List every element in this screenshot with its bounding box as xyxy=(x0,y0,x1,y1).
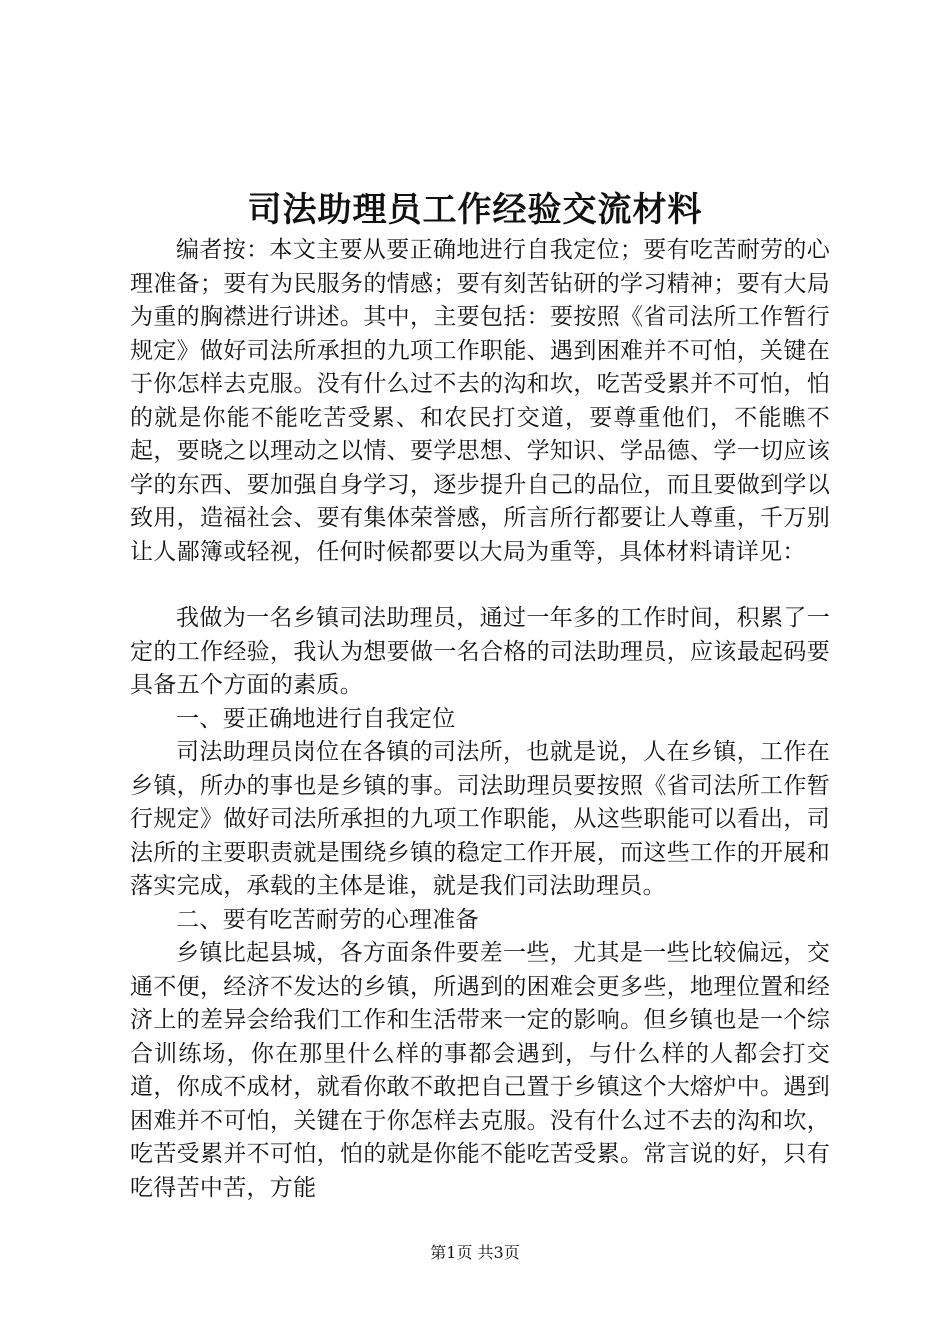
intro-paragraph: 我做为一名乡镇司法助理员，通过一年多的工作时间，积累了一定的工作经验，我认为想要做一名合格的司法助理员，应该最起码要具备五个方面的素质。 xyxy=(130,605,830,698)
section-heading-1: 一、要正确地进行自我定位 xyxy=(176,705,456,732)
editor-note-paragraph: 编者按：本文主要从要正确地进行自我定位；要有吃苦耐劳的心理准备；要有为民服务的情感；要有刻苦钻研的学习精神；要有大局为重的胸襟进行讲述。其中，主要包括：要按照《省司法所工作暂行规定》做好司法所承担的九项工作职能、遇到困难并不可怕，关键在于你怎样去克服。没有什么过不去的沟和坎，吃苦受累并不可怕，怕的就是你能不能吃苦受累、和农民打交道，要尊重他们，不能瞧不起，要晓之以理动之以情、要学思想、学知识、学品德、学一切应该学的东西、要加强自身学习，逐步提升自己的品位，而且要做到学以致用，造福社会、要有集体荣誉感，所言所行都要让人尊重，千万别让人鄙簿或轻视，任何时候都要以大局为重等，具体材料请详见： xyxy=(130,237,830,565)
section-2-paragraph: 乡镇比起县城，各方面条件要差一些，尤其是一些比较偏远，交通不便，经济不发达的乡镇，所遇到的困难会更多些，地理位置和经济上的差异会给我们工作和生活带来一定的影响。但乡镇也是一个综合训练场，你在那里什么样的事都会遇到，与什么样的人都会打交道，你成不成材，就看你敢不敢把自己置于乡镇这个大熔炉中。遇到困难并不可怕，关键在于你怎样去克服。没有什么过不去的沟和坎，吃苦受累并不可怕，怕的就是你能不能吃苦受累。常言说的好，只有吃得苦中苦，方能 xyxy=(130,940,830,1201)
document-body xyxy=(130,234,830,1205)
section-heading-2: 二、要有吃苦耐劳的心理准备 xyxy=(176,906,479,933)
section-1-paragraph: 司法助理员岗位在各镇的司法所，也就是说，人在乡镇，工作在乡镇，所办的事也是乡镇的事。司法助理员要按照《省司法所工作暂行规定》做好司法所承担的九项工作职能，从这些职能可以看出，司法所的主要职责就是围绕乡镇的稳定工作开展，而这些工作的开展和落实完成，承载的主体是谁，就是我们司法助理员。 xyxy=(130,739,830,899)
document-title: 司法助理员工作经验交流材料 xyxy=(247,190,703,230)
page-number-footer: 第1页 共3页 xyxy=(430,1243,520,1262)
